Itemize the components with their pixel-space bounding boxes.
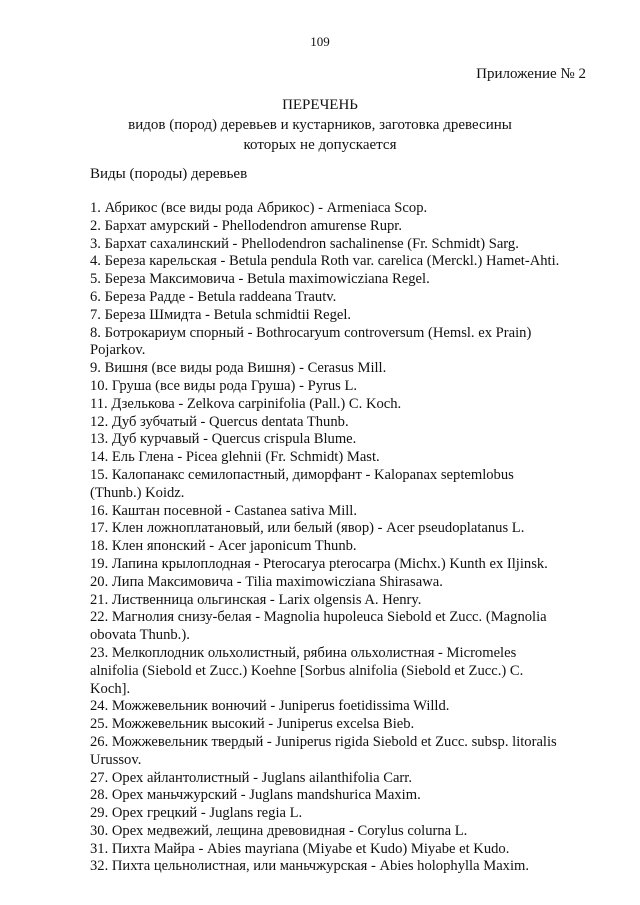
species-item: 7. Береза Шмидта - Betula schmidtii Regel.	[90, 306, 352, 323]
species-item: 10. Груша (все виды рода Груша) - Pyrus L.	[90, 377, 358, 394]
appendix-label: Приложение № 2	[476, 66, 586, 82]
species-item: 21. Лиственница ольгинская - Larix olgensis A. Henry.	[90, 591, 422, 608]
species-list	[90, 200, 560, 876]
species-item: 8. Ботрокариум спорный - Bothrocaryum controversum (Hemsl. ex Prain) Pojarkov.	[90, 324, 532, 359]
species-item: 12. Дуб зубчатый - Quercus dentata Thunb.	[90, 413, 349, 430]
document-title: ПЕРЕЧЕНЬ	[282, 97, 358, 113]
species-item: 31. Пихта Майра - Abies mayriana (Miyabe et Kudo) Miyabe et Kudo.	[90, 840, 510, 857]
species-item: 23. Мелкоплодник ольхолистный, рябина ольхолистная - Micromeles alnifolia (Siebold et Zucc.) Koehne [Sorbus alnifolia (Siebold et Zucc.) C. Koch].	[90, 644, 524, 697]
document-subtitle-line-2: которых не допускается	[243, 137, 397, 153]
species-item: 32. Пихта цельнолистная, или маньчжурская - Abies holophylla Maxim.	[90, 858, 530, 875]
species-item: 16. Каштан посевной - Castanea sativa Mill.	[90, 502, 358, 519]
species-item: 22. Магнолия снизу-белая - Magnolia hupoleuca Siebold et Zucc. (Magnolia obovata Thunb.).	[90, 609, 547, 644]
species-item: 5. Береза Максимовича - Betula maximowicziana Regel.	[90, 271, 430, 288]
species-item: 17. Клен ложноплатановый, или белый (явор) - Acer pseudoplatanus L.	[90, 520, 525, 537]
species-item: 13. Дуб курчавый - Quercus crispula Blume.	[90, 431, 357, 448]
species-item: 6. Береза Радде - Betula raddeana Trautv.	[90, 288, 337, 305]
document-title-block	[0, 95, 640, 155]
species-item: 4. Береза карельская - Betula pendula Roth var. carelica (Merckl.) Hamet-Ahti.	[90, 253, 560, 270]
species-item: 9. Вишня (все виды рода Вишня) - Cerasus Mill.	[90, 360, 387, 377]
species-item: 30. Орех медвежий, лещина древовидная - Corylus colurna L.	[90, 822, 468, 839]
species-item: 19. Лапина крылоплодная - Pterocarya pterocarpa (Michx.) Kunth ex Iljinsk.	[90, 555, 548, 572]
species-item: 26. Можжевельник твердый - Juniperus rigida Siebold et Zucc. subsp. litoralis Urussov.	[90, 733, 557, 768]
species-item: 15. Калопанакс семилопастный, диморфант - Kalopanax septemlobus (Thunb.) Koidz.	[90, 466, 514, 501]
species-item: 25. Можжевельник высокий - Juniperus excelsa Bieb.	[90, 716, 415, 733]
document-subtitle-line-1: видов (пород) деревьев и кустарников, заготовка древесины	[128, 117, 512, 133]
species-item: 2. Бархат амурский - Phellodendron amurense Rupr.	[90, 217, 402, 234]
species-item: 24. Можжевельник вонючий - Juniperus foetidissima Willd.	[90, 698, 450, 715]
species-item: 18. Клен японский - Acer japonicum Thunb.	[90, 538, 357, 555]
species-item: 27. Орех айлантолистный - Juglans ailanthifolia Carr.	[90, 769, 412, 786]
page-number: 109	[310, 34, 330, 49]
species-item: 20. Липа Максимовича - Tilia maximowicziana Shirasawa.	[90, 573, 443, 590]
species-item: 1. Абрикос (все виды рода Абрикос) - Armeniaca Scop.	[90, 200, 428, 216]
species-item: 28. Орех маньчжурский - Juglans mandshurica Maxim.	[90, 787, 421, 804]
section-heading: Виды (породы) деревьев	[90, 166, 248, 182]
species-item: 29. Орех грецкий - Juglans regia L.	[90, 805, 303, 822]
species-item: 11. Дзелькова - Zelkova carpinifolia (Pall.) C. Koch.	[90, 395, 402, 412]
species-item: 3. Бархат сахалинский - Phellodendron sachalinense (Fr. Schmidt) Sarg.	[90, 235, 519, 252]
species-item: 14. Ель Глена - Picea glehnii (Fr. Schmidt) Mast.	[90, 449, 380, 466]
